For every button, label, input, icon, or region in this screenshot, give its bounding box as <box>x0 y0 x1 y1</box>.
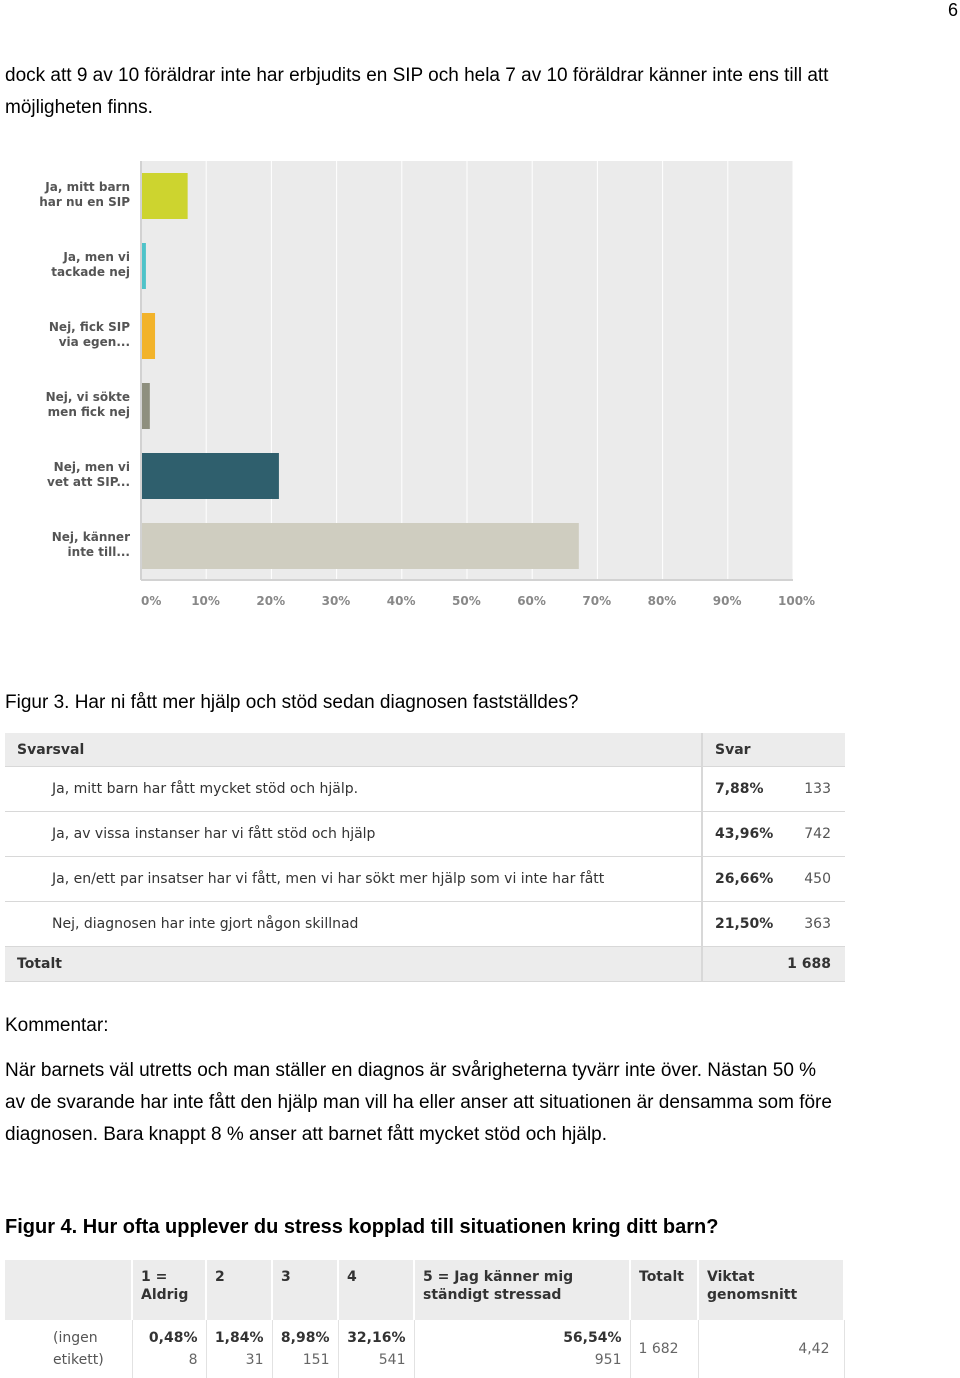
category-label: men fick nej <box>47 405 130 419</box>
cell-3 <box>272 1320 338 1378</box>
cell-3-pct: 8,98% <box>280 1330 330 1346</box>
figure4-table <box>5 1260 845 1378</box>
row-percent: 7,88% <box>702 767 801 812</box>
total-row <box>5 947 845 982</box>
bar <box>142 243 146 289</box>
row-label: Nej, diagnosen har inte gjort någon skillnad <box>5 902 702 947</box>
row-label: Ja, en/ett par insatser har vi fått, men vi har sökt mer hjälp som vi inte har fått <box>5 857 702 902</box>
comment-line-3: diagnosen. Bara knappt 8 % anser att barnet fått mycket stöd och hjälp. <box>5 1124 608 1145</box>
category-label: Ja, men vi <box>63 250 130 264</box>
figure3-header-row <box>5 733 845 767</box>
row-percent: 21,50% <box>702 902 801 947</box>
figure4-caption <box>5 1215 718 1239</box>
header-col-5-b: ständigt stressad <box>423 1287 562 1303</box>
row-percent: 26,66% <box>702 857 801 902</box>
row-count: 450 <box>801 857 845 902</box>
header-col-4: 4 <box>338 1260 414 1320</box>
cell-4-n: 541 <box>378 1352 406 1368</box>
row-count: 363 <box>801 902 845 947</box>
category-label: Nej, vi sökte <box>45 390 130 404</box>
cell-weighted: 4,42 <box>698 1320 844 1378</box>
row-count: 133 <box>801 767 845 812</box>
cell-total: 1 682 <box>630 1320 698 1378</box>
category-label: Nej, känner <box>51 530 130 544</box>
header-col-2: 2 <box>206 1260 272 1320</box>
category-label: vet att SIP... <box>47 475 130 489</box>
intro-paragraph <box>5 60 828 124</box>
category-label: via egen... <box>58 335 130 349</box>
bar <box>142 453 279 499</box>
cell-5-pct: 56,54% <box>563 1330 622 1346</box>
x-tick-label: 20% <box>256 594 286 608</box>
cell-4 <box>338 1320 414 1378</box>
page-number: 6 <box>947 0 958 20</box>
category-label: Ja, mitt barn <box>45 180 130 194</box>
header-weighted-a: Viktat <box>707 1269 755 1285</box>
cell-2-pct: 1,84% <box>214 1330 264 1346</box>
x-tick-label: 0% <box>141 594 162 608</box>
intro-line-1: dock att 9 av 10 föräldrar inte har erbjudits en SIP och hela 7 av 10 föräldrar känner inte ens till att <box>5 65 829 86</box>
table-row <box>5 857 845 902</box>
figure3-caption-label: Figur 3. <box>5 692 70 713</box>
table-row <box>5 812 845 857</box>
category-label: Nej, men vi <box>53 460 130 474</box>
cell-4-pct: 32,16% <box>347 1330 406 1346</box>
row-label-a: (ingen <box>53 1330 98 1346</box>
cell-5-n: 951 <box>594 1352 622 1368</box>
header-response: Svar <box>702 733 845 767</box>
table-row <box>5 1320 844 1378</box>
x-tick-label: 90% <box>712 594 742 608</box>
sip-bar-chart <box>0 155 820 620</box>
total-label: Totalt <box>5 947 702 982</box>
bar <box>142 173 188 219</box>
cell-1-n: 8 <box>188 1352 198 1368</box>
x-tick-label: 40% <box>386 594 416 608</box>
comment-line-2: av de svarande har inte fått den hjälp man vill ha eller anser att situationen är densamma som före <box>5 1092 832 1113</box>
category-label: har nu en SIP <box>39 195 130 209</box>
category-label: tackade nej <box>51 265 130 279</box>
comment-line-1: När barnets väl utretts och man ställer en diagnos är svårigheterna tyvärr inte över. Nästan 50 % <box>5 1060 817 1081</box>
bar <box>142 383 150 429</box>
row-percent: 43,96% <box>702 812 801 857</box>
header-col-5 <box>414 1260 630 1320</box>
cell-2 <box>206 1320 272 1378</box>
figure3-caption-text: Har ni fått mer hjälp och stöd sedan diagnosen fastställdes? <box>74 692 579 713</box>
cell-3-n: 151 <box>302 1352 330 1368</box>
row-label: Ja, av vissa instanser har vi fått stöd och hjälp <box>5 812 702 857</box>
category-label: inte till... <box>67 545 130 559</box>
header-col-5-a: 5 = Jag känner mig <box>423 1269 574 1285</box>
cell-5 <box>414 1320 630 1378</box>
header-empty <box>5 1260 132 1320</box>
figure3-caption <box>5 691 579 715</box>
category-label: Nej, fick SIP <box>48 320 130 334</box>
bar <box>142 313 155 359</box>
header-col-1-a: 1 = <box>141 1269 168 1285</box>
intro-line-2: möjligheten finns. <box>5 97 153 118</box>
header-col-1-b: Aldrig <box>141 1287 189 1303</box>
cell-2-n: 31 <box>245 1352 264 1368</box>
header-weighted-b: genomsnitt <box>707 1287 798 1303</box>
x-tick-label: 60% <box>517 594 546 608</box>
header-col-3: 3 <box>272 1260 338 1320</box>
x-tick-label: 70% <box>582 594 612 608</box>
figure4-header-row <box>5 1260 844 1320</box>
figure4-caption-text: Hur ofta upplever du stress kopplad till situationen kring ditt barn? <box>82 1216 719 1238</box>
header-answer: Svarsval <box>5 733 702 767</box>
cell-1-pct: 0,48% <box>148 1330 198 1346</box>
table-row <box>5 767 845 812</box>
row-label-b: etikett) <box>53 1352 104 1368</box>
comment-heading: Kommentar: <box>5 1015 109 1036</box>
figure4-caption-label: Figur 4. <box>5 1216 78 1238</box>
header-col-1 <box>132 1260 206 1320</box>
figure3-table <box>5 733 845 982</box>
x-tick-label: 10% <box>191 594 220 608</box>
x-tick-label: 80% <box>647 594 677 608</box>
row-count: 742 <box>801 812 845 857</box>
row-label <box>5 1320 132 1378</box>
x-tick-label: 100% <box>778 594 816 608</box>
total-value: 1 688 <box>702 947 845 982</box>
x-tick-label: 30% <box>321 594 351 608</box>
x-tick-label: 50% <box>452 594 481 608</box>
comment-paragraph <box>5 1055 832 1151</box>
table-row <box>5 902 845 947</box>
header-total: Totalt <box>630 1260 698 1320</box>
bar <box>142 523 579 569</box>
row-label: Ja, mitt barn har fått mycket stöd och hjälp. <box>5 767 702 812</box>
cell-1 <box>132 1320 206 1378</box>
header-weighted <box>698 1260 844 1320</box>
